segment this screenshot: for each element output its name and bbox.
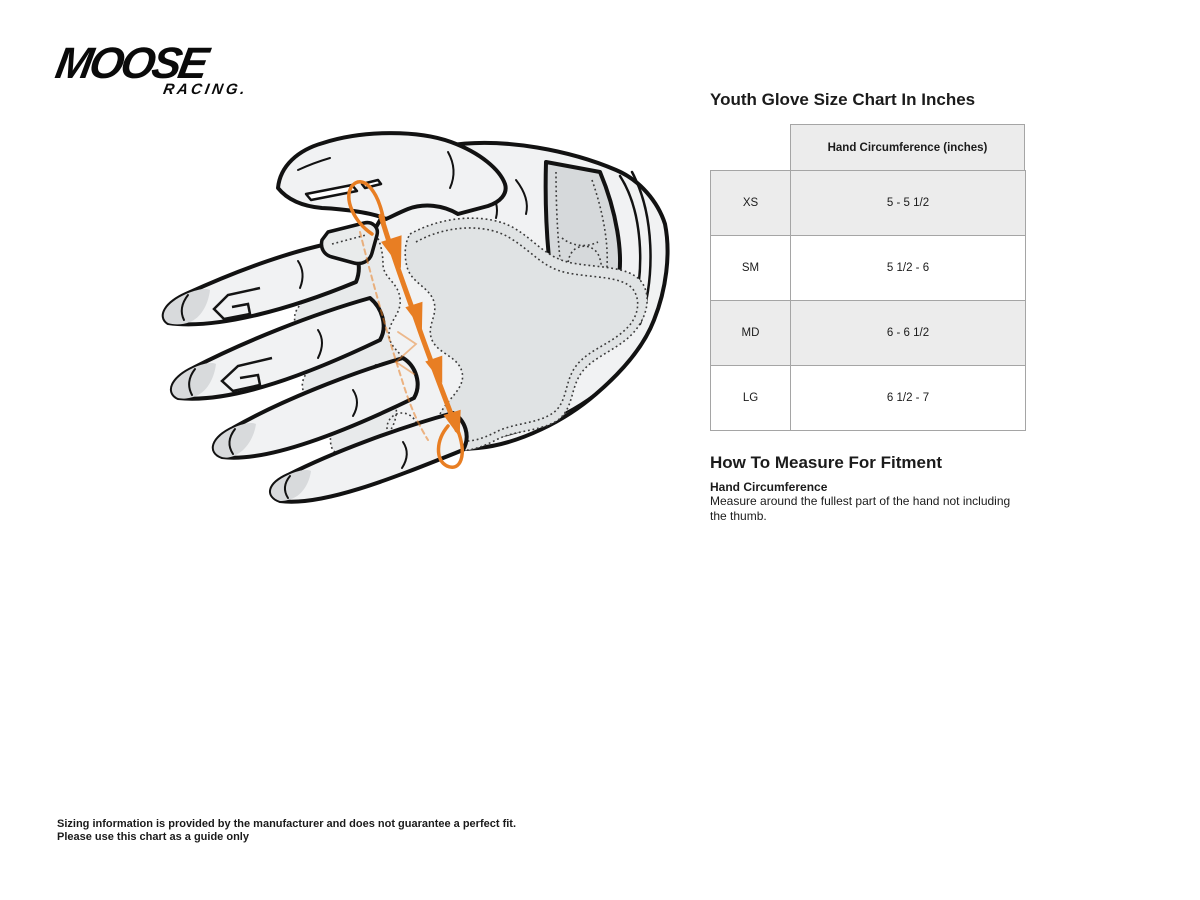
size-label: MD [711, 301, 791, 365]
disclaimer [57, 818, 516, 844]
size-label: SM [711, 236, 791, 300]
glove-knuckle-tab [321, 223, 377, 264]
size-chart-title: Youth Glove Size Chart In Inches [710, 90, 976, 109]
size-chart-table [710, 124, 1026, 431]
measure-guide-title: How To Measure For Fitment [710, 453, 943, 472]
circumference-value: 6 - 6 1/2 [886, 327, 930, 339]
glove-measurement-diagram-svg [148, 118, 693, 523]
circumference-value: 5 - 5 1/2 [886, 197, 930, 209]
size-label: LG [711, 366, 791, 430]
brand-logo-moose: MOOSE [52, 39, 210, 88]
measure-guide-subtitle: Hand Circumference [710, 480, 828, 494]
measure-guide-body: Measure around the fullest part of the hand not including the thumb. [710, 494, 1011, 523]
glove-illustration [148, 118, 693, 523]
disclaimer-line2: Please use this chart as a guide only [57, 831, 249, 843]
disclaimer-line1: Sizing information is provided by the manufacturer and does not guarantee a perfect fit. [57, 818, 517, 830]
table-row [711, 171, 1025, 235]
column-header-hand-circumference: Hand Circumference (inches) [790, 124, 1025, 170]
table-row [711, 300, 1025, 365]
table-row [711, 235, 1025, 300]
size-label: XS [711, 171, 791, 235]
brand-logo-racing: RACING. [161, 81, 250, 98]
circumference-value: 6 1/2 - 7 [886, 392, 930, 404]
brand-logo [50, 39, 260, 98]
circumference-value: 5 1/2 - 6 [886, 262, 930, 274]
size-chart-table-body [710, 170, 1026, 431]
table-row [711, 365, 1025, 430]
